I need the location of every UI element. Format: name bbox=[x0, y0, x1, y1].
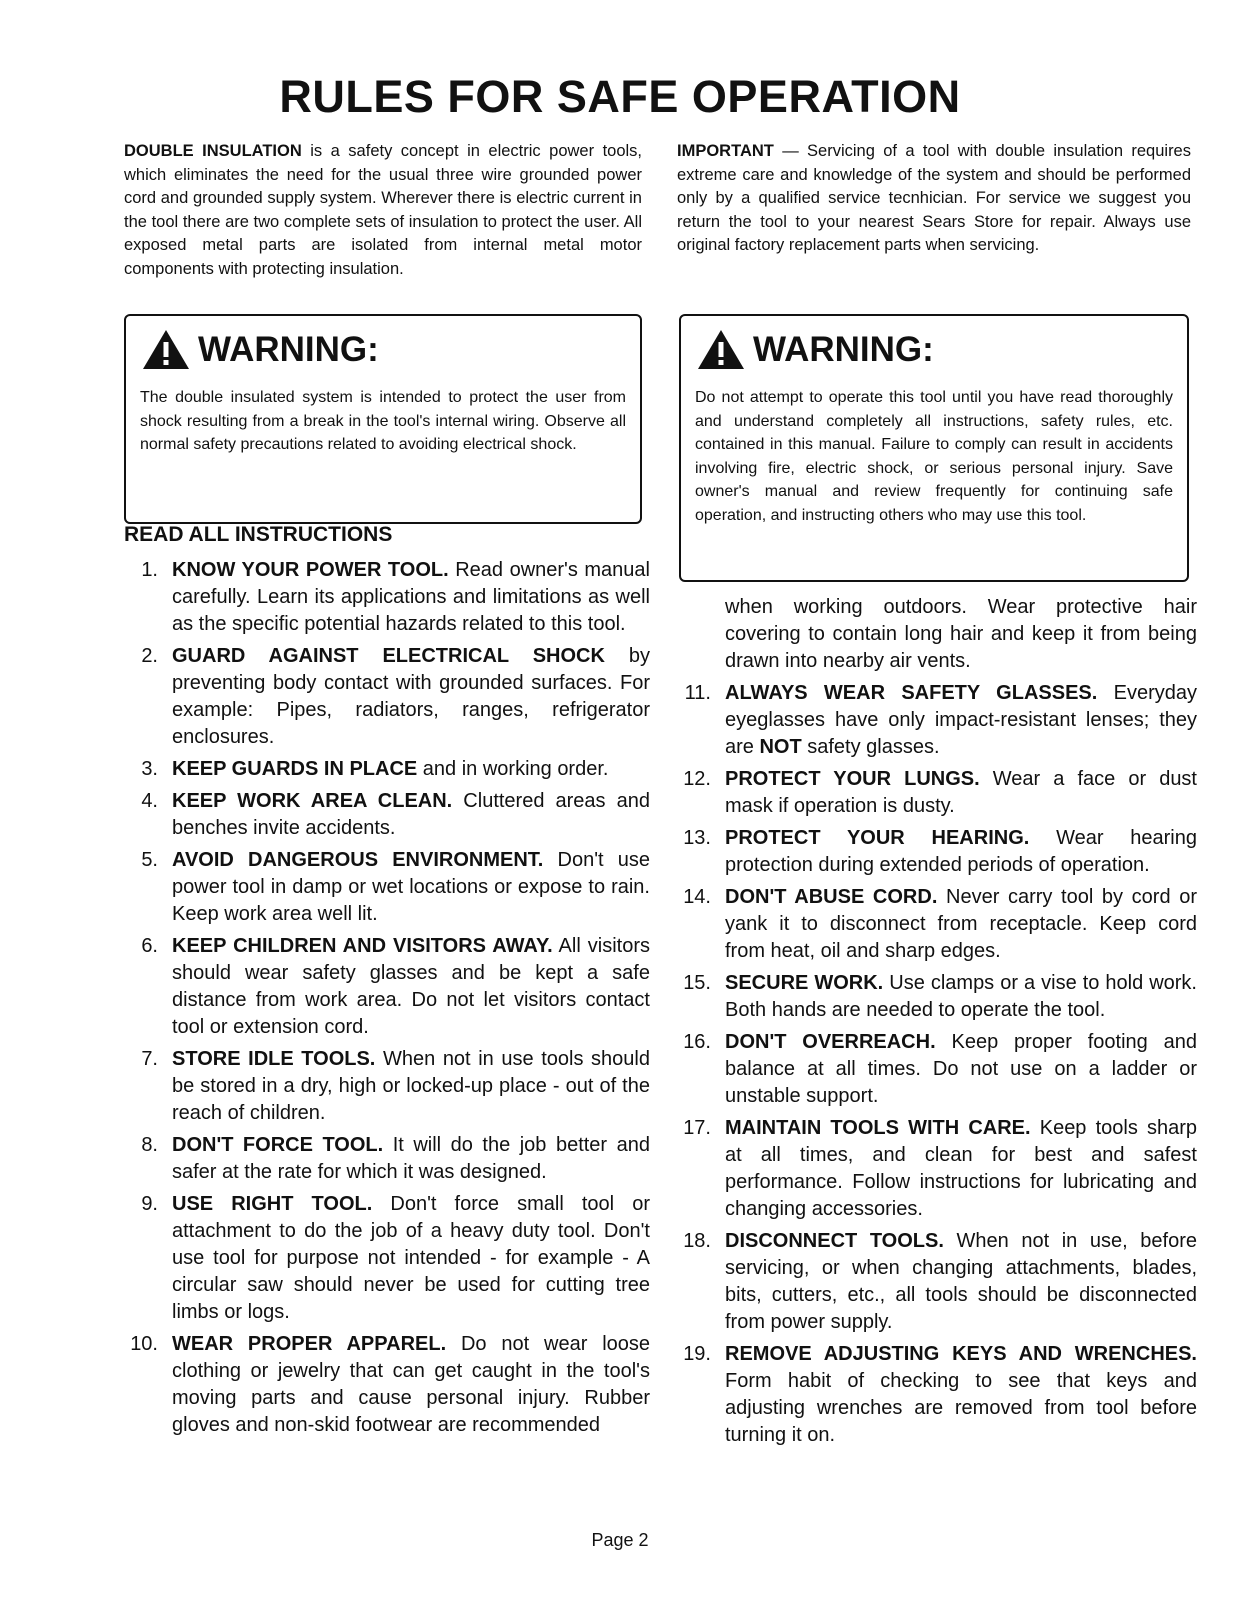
rule-text: When not in use, before servicing, or when changing attachments, blades, bits, cutters, etc., all tools should be disconnected from power supply. bbox=[725, 1230, 1197, 1333]
rule-title: KEEP GUARDS IN PLACE bbox=[172, 758, 418, 780]
rule-item bbox=[124, 847, 650, 928]
rule-title: SECURE WORK. bbox=[725, 972, 884, 994]
rule-item bbox=[124, 557, 650, 638]
warning-header bbox=[695, 326, 1173, 372]
rule-title: REMOVE ADJUSTING KEYS AND WRENCHES. bbox=[725, 1343, 1197, 1365]
rule-text: Form habit of checking to see that keys and adjusting wrenches are removed from tool before turning it on. bbox=[725, 1370, 1197, 1446]
important-heading: IMPORTANT bbox=[677, 142, 774, 160]
rule-title: MAINTAIN TOOLS WITH CARE. bbox=[725, 1117, 1031, 1139]
rule-number: 8. bbox=[141, 1134, 158, 1156]
rule-title: DON'T FORCE TOOL. bbox=[172, 1134, 384, 1156]
rule-title: GUARD AGAINST ELECTRICAL SHOCK bbox=[172, 645, 605, 667]
rule-title: KEEP WORK AREA CLEAN. bbox=[172, 790, 453, 812]
warning-box-left bbox=[124, 314, 642, 524]
warning-text: The double insulated system is intended to protect the user from shock resulting from a break in the tool's internal wiring. Observe all normal safety precautions related to avoiding electrical shock. bbox=[140, 389, 626, 453]
rules-list-right bbox=[677, 680, 1197, 1449]
rules-list-left bbox=[124, 557, 650, 1444]
rule-number: 5. bbox=[141, 849, 158, 871]
important-paragraph bbox=[677, 140, 1191, 258]
rule-item bbox=[124, 788, 650, 842]
rule-text: Keep proper footing and balance at all times. Do not use on a ladder or unstable support. bbox=[725, 1031, 1197, 1107]
warning-triangle-icon bbox=[140, 326, 192, 372]
rule-title: STORE IDLE TOOLS. bbox=[172, 1048, 376, 1070]
warning-box-right bbox=[679, 314, 1189, 582]
rule-item bbox=[677, 1029, 1197, 1110]
rule-number: 2. bbox=[141, 645, 158, 667]
rule-number: 10. bbox=[130, 1333, 158, 1355]
rule-item bbox=[124, 933, 650, 1041]
warning-text: Do not attempt to operate this tool until you have read thoroughly and understand completely all instructions, safety rules, etc. contained in this manual. Failure to comply can result in accidents involving fire, electric shock, or serious personal injury. Save owner's manual and review frequently for continuing safe operation, and instructing others who may use this tool. bbox=[695, 389, 1173, 524]
warning-triangle-icon bbox=[695, 326, 747, 372]
rule-item bbox=[677, 680, 1197, 761]
rule-title: KEEP CHILDREN AND VISITORS AWAY. bbox=[172, 935, 553, 957]
rule-title: DON'T ABUSE CORD. bbox=[725, 886, 938, 908]
rule-number: 15. bbox=[683, 972, 711, 994]
rule-text: safety glasses. bbox=[801, 736, 940, 758]
important-text: — Servicing of a tool with double insulation requires extreme care and knowledge of the system and should be performed only by a qualified service tecnhician. For service we suggest you return the tool to your nearest Sears Store for repair. Always use original factory replacement parts when servicing. bbox=[677, 142, 1191, 254]
rule-item bbox=[677, 970, 1197, 1024]
rule-text: It will do the job better and safer at the rate for which it was designed. bbox=[172, 1134, 650, 1183]
rule-text: Keep tools sharp at all times, and clean for best and safest performance. Follow instructions for lubricating and changing accessories. bbox=[725, 1117, 1198, 1220]
rule-number: 17. bbox=[683, 1117, 711, 1139]
rule-item bbox=[677, 1115, 1197, 1223]
rule-title: PROTECT YOUR LUNGS. bbox=[725, 768, 980, 790]
warning-title: WARNING: bbox=[753, 329, 934, 369]
rule-text: Wear hearing protection during extended periods of operation. bbox=[725, 827, 1197, 876]
rule-title: WEAR PROPER APPAREL. bbox=[172, 1333, 447, 1355]
double-insulation-paragraph bbox=[124, 140, 642, 281]
rule-item bbox=[677, 884, 1197, 965]
rule-number: 11. bbox=[684, 682, 711, 704]
rule-item bbox=[677, 766, 1197, 820]
rule-item bbox=[124, 643, 650, 751]
rule-number: 18. bbox=[683, 1230, 711, 1252]
rule-title: PROTECT YOUR HEARING. bbox=[725, 827, 1030, 849]
page-title: RULES FOR SAFE OPERATION bbox=[279, 71, 961, 122]
rule-number: 16. bbox=[683, 1031, 711, 1053]
rule-number: 9. bbox=[141, 1193, 158, 1215]
rule-number: 12. bbox=[683, 768, 711, 790]
rule-number: 4. bbox=[141, 790, 158, 812]
rule-item bbox=[124, 1046, 650, 1127]
page-number: Page 2 bbox=[591, 1530, 649, 1550]
warning-header bbox=[140, 326, 626, 372]
rule-text: Never carry tool by cord or yank it to disconnect from receptacle. Keep cord from heat, oil and sharp edges. bbox=[725, 886, 1197, 962]
rule-title: AVOID DANGEROUS ENVIRONMENT. bbox=[172, 849, 544, 871]
rule-text: Everyday eyeglasses have only impact-resistant lenses; they are bbox=[725, 682, 1197, 758]
rule-text: Don't use power tool in damp or wet locations or expose to rain. Keep work area well lit. bbox=[172, 849, 650, 925]
rule-item bbox=[677, 1341, 1197, 1449]
rule-item bbox=[124, 1331, 650, 1439]
rule-number: 13. bbox=[683, 827, 711, 849]
rule-number: 7. bbox=[141, 1048, 158, 1070]
rule-10-continued: when working outdoors. Wear protective hair covering to contain long hair and keep it from being drawn into nearby air vents. bbox=[725, 596, 1197, 672]
rule-text: Use clamps or a vise to hold work. Both hands are needed to operate the tool. bbox=[725, 972, 1197, 1021]
rule-item bbox=[677, 1228, 1197, 1336]
rule-title: KNOW YOUR POWER TOOL. bbox=[172, 559, 449, 581]
double-insulation-text: is a safety concept in electric power tools, which eliminates the need for the usual three wire grounded power cord and grounded supply system. Wherever there is electric current in the tool there are two complete sets of insulation to protect the user. All exposed metal parts are isolated from internal metal motor components with protecting insulation. bbox=[124, 142, 643, 278]
rule-item bbox=[124, 1132, 650, 1186]
rule-title: USE RIGHT TOOL. bbox=[172, 1193, 373, 1215]
rule-title: ALWAYS WEAR SAFETY GLASSES. bbox=[725, 682, 1098, 704]
rules-column-right bbox=[677, 594, 1197, 1454]
rule-text: Don't force small tool or attachment to do the job of a heavy duty tool. Don't use tool for purpose not intended - for example - A circular saw should never be used for cutting tree limbs or logs. bbox=[172, 1193, 650, 1323]
rule-text: Do not wear loose clothing or jewelry that can get caught in the tool's moving parts and cause personal injury. Rubber gloves and non-skid footwear are recommended bbox=[172, 1333, 651, 1436]
rule-text-emphasis: NOT bbox=[759, 736, 802, 758]
rule-title: DISCONNECT TOOLS. bbox=[725, 1230, 944, 1252]
rule-number: 14. bbox=[683, 886, 711, 908]
rule-number: 1. bbox=[141, 559, 158, 581]
rule-text: Read owner's manual carefully. Learn its applications and limitations as well as the specific potential hazards related to this tool. bbox=[172, 559, 650, 635]
double-insulation-heading: DOUBLE INSULATION bbox=[124, 142, 302, 160]
rule-text: by preventing body contact with grounded surfaces. For example: Pipes, radiators, ranges, refrigerator enclosures. bbox=[172, 645, 650, 748]
rule-title: DON'T OVERREACH. bbox=[725, 1031, 936, 1053]
rule-text: and in working order. bbox=[417, 758, 609, 780]
rule-text: Wear a face or dust mask if operation is dusty. bbox=[725, 768, 1197, 817]
rule-text: All visitors should wear safety glasses and be kept a safe distance from work area. Do not let visitors contact tool or extension cord. bbox=[172, 935, 650, 1038]
warning-title: WARNING: bbox=[198, 329, 379, 369]
rule-number: 19. bbox=[683, 1343, 711, 1365]
rule-text: Cluttered areas and benches invite accidents. bbox=[172, 790, 650, 839]
rule-item bbox=[124, 1191, 650, 1326]
read-all-instructions-heading: READ ALL INSTRUCTIONS bbox=[124, 523, 393, 546]
rule-item bbox=[124, 756, 650, 783]
rule-item bbox=[677, 825, 1197, 879]
rule-number: 3. bbox=[141, 758, 158, 780]
rule-text: When not in use tools should be stored in a dry, high or locked-up place - out of the reach of children. bbox=[172, 1048, 650, 1124]
rule-number: 6. bbox=[141, 935, 158, 957]
